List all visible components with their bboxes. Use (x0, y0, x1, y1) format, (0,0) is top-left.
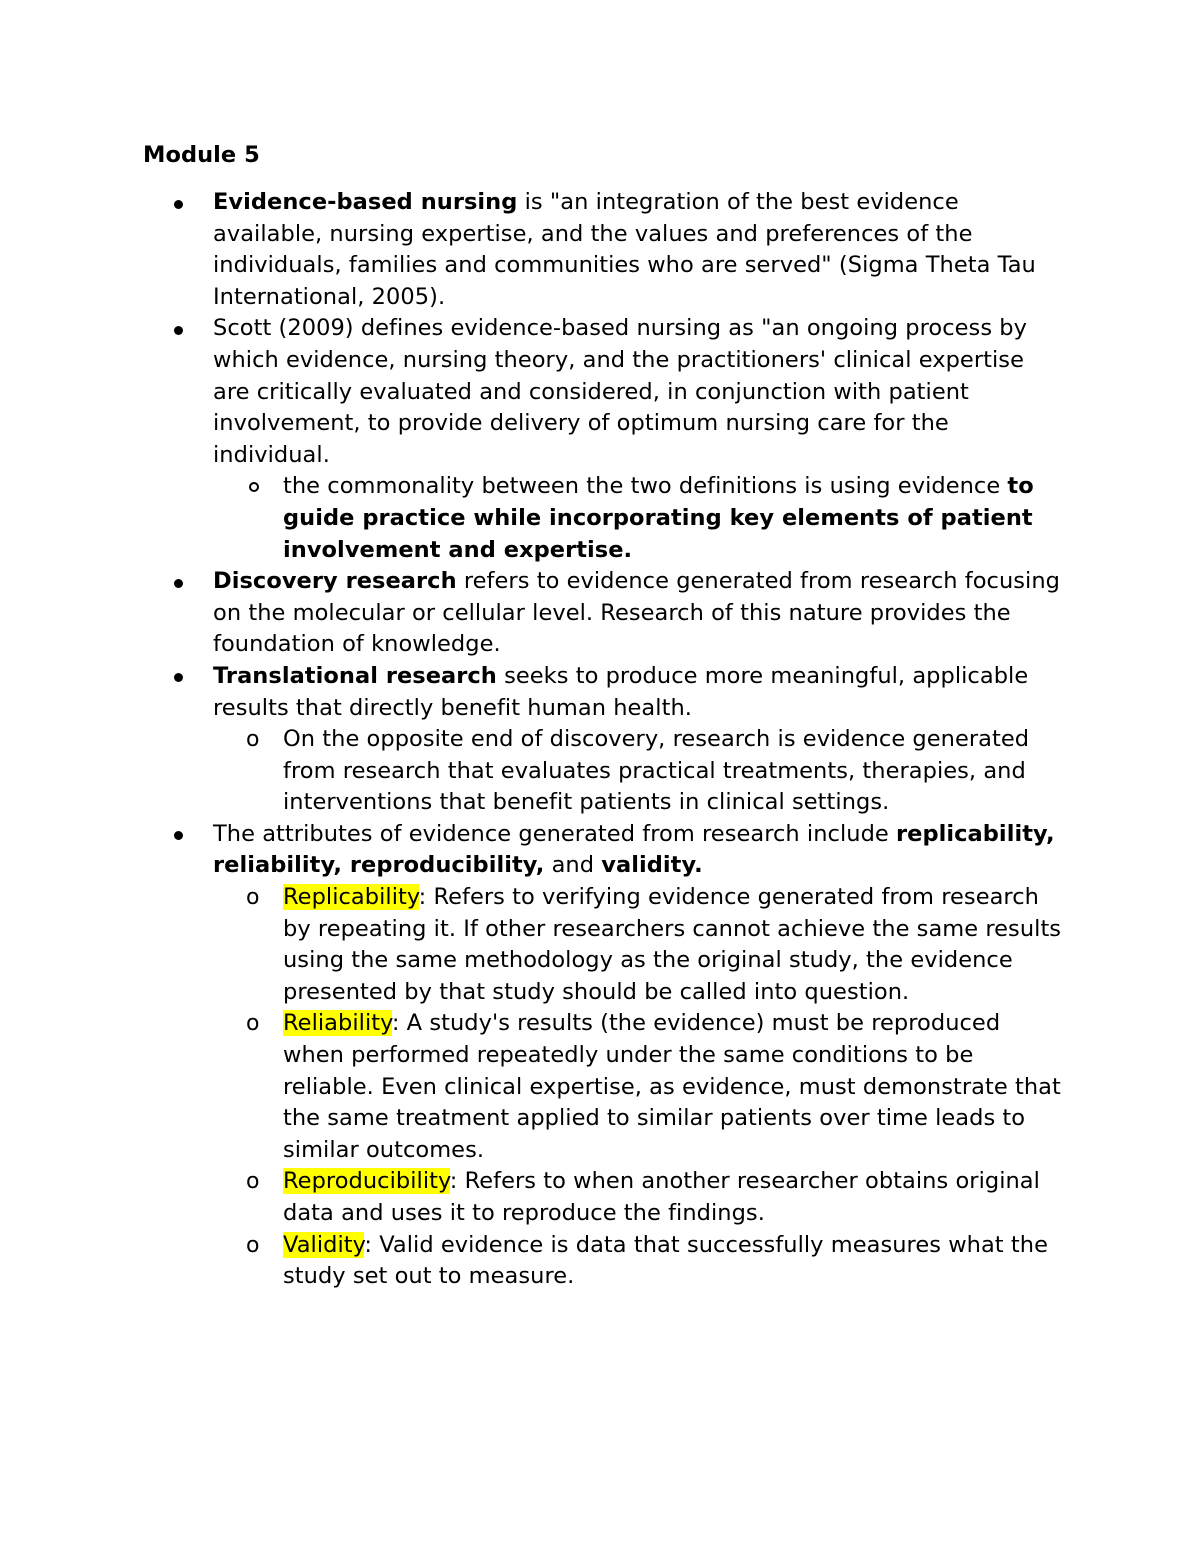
bullet-icon (174, 579, 183, 588)
sub-item-bold-text: to guide practice while incorporating key elements of patient involvement and expertise. (283, 473, 1034, 563)
sub-item-text: the commonality between the two definitions is using evidence (283, 473, 1008, 500)
attributes-intro-text: The attributes of evidence generated from research include (213, 820, 897, 847)
bullet-icon (174, 831, 183, 840)
document-content (143, 138, 1063, 1293)
definition-text: Scott (2009) defines evidence-based nursing as "an ongoing process by which evidence, nursing theory, and the practitioners' clinical expertise are critically evaluated and considered, in conjunction with patient involvement, to provide delivery of optimum nursing care for the individual. (213, 315, 1027, 468)
attributes-bold-list: replicability, reliability, reproducibility, (213, 820, 1055, 879)
sub-list-item-validity (213, 1230, 1063, 1293)
sub-bullet-list (213, 724, 1063, 819)
o-bullet-icon: o (246, 727, 260, 753)
highlighted-term-reproducibility: Reproducibility (283, 1168, 450, 1195)
sub-item-text: : Valid evidence is data that successfully measures what the study set out to measure. (283, 1231, 1048, 1290)
sub-list-item-opposite-end (213, 724, 1063, 819)
definition-text: seeks to produce more meaningful, applicable results that directly benefit human health. (213, 662, 1029, 721)
o-bullet-icon: o (246, 1232, 260, 1258)
sub-list-item-reliability (213, 1008, 1063, 1166)
sub-item-text: : Refers to when another researcher obtains original data and uses it to reproduce the findings. (283, 1168, 1040, 1226)
sub-bullet-list (213, 471, 1063, 566)
definition-text: refers to evidence generated from research focusing on the molecular or cellular level. Research of this nature provides the foundation of knowledge. (213, 568, 1060, 658)
main-bullet-list (143, 187, 1063, 1293)
highlighted-term-validity: Validity (283, 1231, 365, 1258)
attributes-and-text: and (544, 852, 602, 879)
list-item-discovery-research (143, 566, 1063, 661)
bullet-icon (174, 200, 183, 209)
o-bullet-icon: o (246, 1011, 260, 1037)
sub-list-item-reproducibility (213, 1166, 1063, 1229)
sub-item-text: : A study's results (the evidence) must be reproduced when performed repeatedly under the same conditions to be reliable. Even clinical expertise, as evidence, must demonstrate that the same treatment applied to similar patients over time leads to similar outcomes. (283, 1010, 1061, 1163)
o-bullet-icon: o (246, 1169, 260, 1195)
list-item-translational-research (143, 661, 1063, 819)
sub-list-item-commonality (213, 471, 1063, 566)
sub-item-text: : Refers to verifying evidence generated from research by repeating it. If other researchers cannot achieve the same results using the same methodology as the original study, the evidence presented by that study should be called into question. (283, 884, 1062, 1005)
attributes-bold-validity: validity. (601, 852, 703, 879)
o-bullet-icon: o (246, 885, 260, 911)
sub-item-text: On the opposite end of discovery, research is evidence generated from research that evaluates practical treatments, therapies, and interventions that benefit patients in clinical settings. (283, 726, 1030, 816)
term-discovery-research: Discovery research (213, 568, 457, 595)
highlighted-term-replicability: Replicability (283, 884, 419, 911)
highlighted-term-reliability: Reliability (283, 1010, 392, 1037)
page-title: Module 5 (143, 142, 260, 168)
definition-text: is "an integration of the best evidence available, nursing expertise, and the values and preferences of the individuals, families and communities who are served" (Sigma Theta Tau International, 2005). (213, 189, 1036, 310)
list-item-scott-definition (143, 313, 1063, 566)
sub-list-item-replicability (213, 882, 1063, 1008)
sub-bullet-list (213, 882, 1063, 1293)
list-item-evidence-based-nursing (143, 187, 1063, 313)
term-translational-research: Translational research (213, 662, 497, 689)
list-item-attributes (143, 819, 1063, 1293)
ring-bullet-icon (249, 482, 259, 492)
term-evidence-based-nursing: Evidence-based nursing (213, 189, 518, 215)
bullet-icon (174, 673, 183, 682)
bullet-icon (174, 326, 183, 335)
